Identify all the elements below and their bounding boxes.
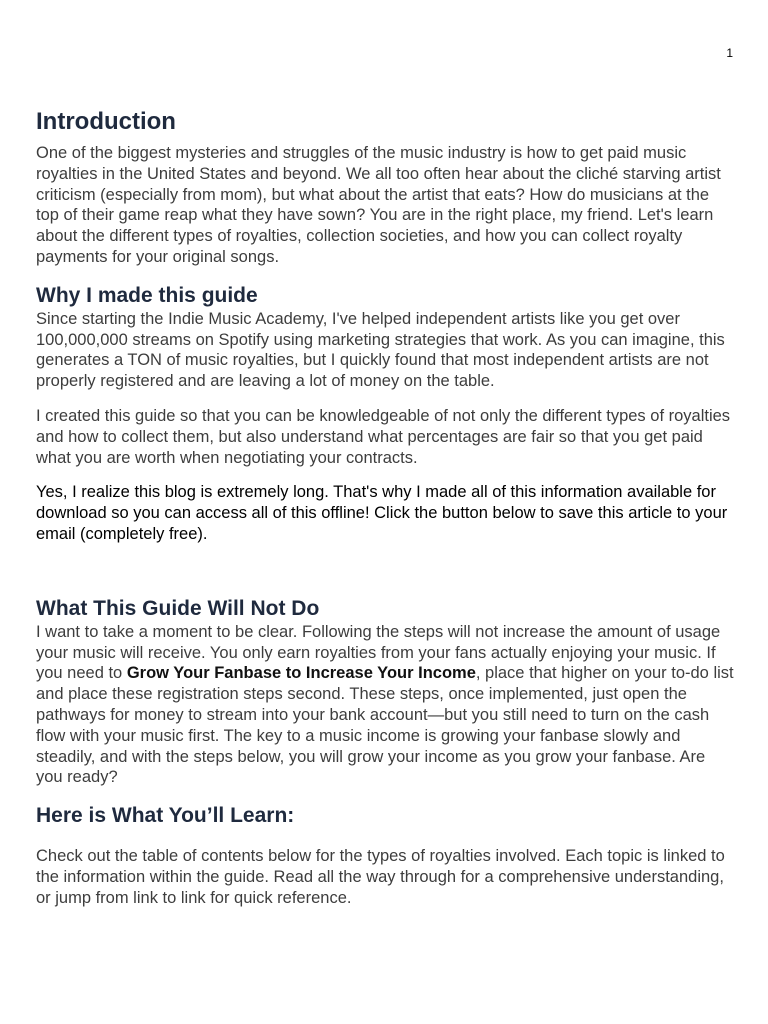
heading-what-learn: Here is What You’ll Learn: xyxy=(36,804,295,828)
heading-introduction: Introduction xyxy=(36,108,176,135)
why-guide-paragraph-2: I created this guide so that you can be knowledgeable of not only the different types of royalties and how to collect them, but also understand what percentages are fair so that you get paid what you are worth when negotiating your contracts. xyxy=(36,406,731,467)
will-not-do-paragraph xyxy=(36,622,736,788)
heading-will-not-do: What This Guide Will Not Do xyxy=(36,596,320,620)
will-not-do-text-after: , place that higher on your to-do list and place these registration steps second. These steps, once implemented, just open the pathways for money to stream into your bank account—but you still need to turn on the cash flow with your music first. The key to a music income is growing your fanbase slowly and steadily, and with the steps below, you will grow your income as you grow your fanbase. Are you ready? xyxy=(36,664,734,787)
document-body xyxy=(36,106,736,909)
will-not-do-text-before: I want to take a moment to be clear. Following the steps will not increase the amount of usage your music will receive. You only earn royalties from your fans actually enjoying your music. If you need to xyxy=(36,622,721,683)
heading-why-guide: Why I made this guide xyxy=(36,283,258,307)
grow-fanbase-bold-text: Grow Your Fanbase to Increase Your Income xyxy=(126,664,476,683)
page-number: 1 xyxy=(726,46,733,60)
what-learn-paragraph: Check out the table of contents below for the types of royalties involved. Each topic is linked to the information within the guide. Read all the way through for a comprehensive understanding, or jump from link to link for quick reference. xyxy=(36,847,725,907)
introduction-paragraph: One of the biggest mysteries and struggles of the music industry is how to get paid music royalties in the United States and beyond. We all too often hear about the cliché starving artist criticism (especially from mom), but what about the artist that eats? How do musicians at the top of their game reap what they have sown? You are in the right place, my friend. Let's learn about the different types of royalties, collection societies, and how you can collect royalty payments for your original songs. xyxy=(36,144,721,266)
why-guide-paragraph-3: Yes, I realize this blog is extremely long. That's why I made all of this information available for download so you can access all of this offline! Click the button below to save this article to your email (completely free). xyxy=(36,483,728,543)
why-guide-paragraph-1: Since starting the Indie Music Academy, I've helped independent artists like you get over 100,000,000 streams on Spotify using marketing strategies that work. As you can imagine, this generates a TON of music royalties, but I quickly found that most independent artists are not properly registered and are leaving a lot of money on the table. xyxy=(36,309,725,391)
